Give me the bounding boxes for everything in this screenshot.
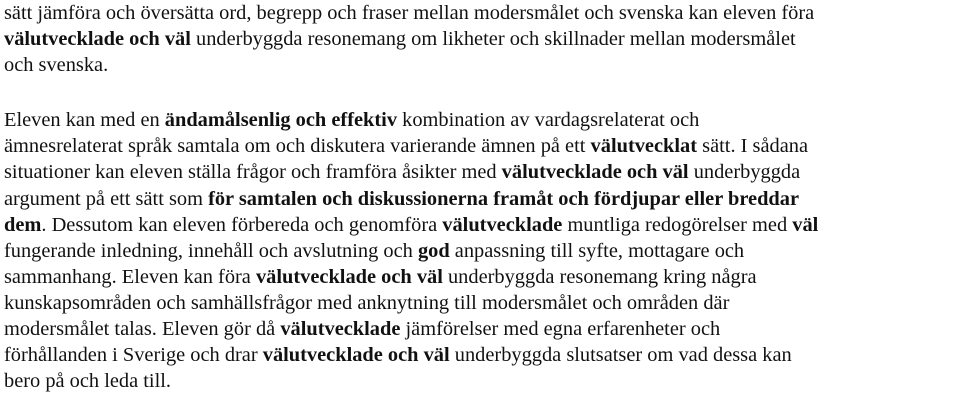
text-segment: ämnesrelaterat språk samtala om och diskutera varierande ämnen på ett: [4, 135, 591, 158]
text-line: [4, 52, 960, 78]
text-segment: kombination av vardagsrelaterat och: [397, 109, 700, 132]
paragraph-2: [4, 107, 960, 394]
text-segment: jämförelser med egna erfarenheter och: [400, 318, 721, 341]
text-line: [4, 238, 960, 264]
text-segment: kunskapsområden och samhällsfrågor med anknytning till modersmålet och områden där: [4, 291, 730, 314]
text-segment: och svenska.: [4, 54, 109, 77]
text-line: [4, 342, 960, 368]
bold-text-segment: välutvecklade och väl: [501, 161, 689, 184]
bold-text-segment: välutvecklade: [280, 318, 401, 341]
text-segment: . Dessutom kan eleven förbereda och genomföra: [41, 213, 443, 236]
text-line: [4, 107, 960, 133]
text-segment: argument på ett sätt som: [4, 187, 209, 210]
text-line: [4, 133, 960, 159]
paragraph-1: [4, 0, 960, 78]
text-segment: fungerande inledning, innehåll och avslutning och: [4, 239, 418, 262]
text-segment: sammanhang. Eleven kan föra: [4, 265, 256, 288]
text-line: [4, 316, 960, 342]
bold-text-segment: ändamålsenlig och effektiv: [164, 109, 398, 132]
text-line: [4, 26, 960, 52]
document-body: [4, 0, 960, 394]
text-segment: förhållanden i Sverige och drar: [4, 344, 263, 367]
text-segment: underbyggda slutsatser om vad dessa kan: [449, 344, 792, 367]
text-line: [4, 290, 960, 316]
text-segment: sätt jämföra och översätta ord, begrepp och fraser mellan modersmålet och svenska kan eleven föra: [4, 2, 815, 24]
bold-text-segment: välutvecklade och väl: [262, 344, 450, 367]
text-line: [4, 212, 960, 238]
text-line: [4, 0, 960, 26]
bold-text-segment: välutvecklat: [590, 135, 698, 158]
text-segment: bero på och leda till.: [4, 370, 172, 393]
bold-text-segment: väl: [792, 213, 819, 236]
text-segment: underbyggda resonemang kring några: [442, 265, 757, 288]
text-line: [4, 264, 960, 290]
text-segment: anpassning till syfte, mottagare och: [449, 239, 745, 262]
bold-text-segment: för samtalen och diskussionerna framåt och fördjupar eller breddar: [208, 187, 800, 210]
bold-text-segment: dem: [4, 213, 42, 236]
text-segment: sätt. I sådana: [697, 135, 809, 158]
text-segment: underbyggda resonemang om likheter och skillnader mellan modersmålet: [190, 28, 796, 51]
text-line: [4, 368, 960, 394]
text-line: [4, 186, 960, 212]
bold-text-segment: välutvecklade och väl: [255, 265, 443, 288]
bold-text-segment: god: [417, 239, 450, 262]
text-segment: underbyggda: [688, 161, 801, 184]
text-segment: muntliga redogörelser med: [562, 213, 793, 236]
text-line: [4, 159, 960, 185]
paragraph-gap: [4, 78, 960, 107]
text-segment: Eleven kan med en: [4, 109, 165, 132]
text-segment: modersmålet talas. Eleven gör då: [4, 318, 281, 341]
text-segment: situationer kan eleven ställa frågor och framföra åsikter med: [4, 161, 502, 184]
bold-text-segment: välutvecklade och väl: [4, 28, 191, 51]
bold-text-segment: välutvecklade: [442, 213, 563, 236]
